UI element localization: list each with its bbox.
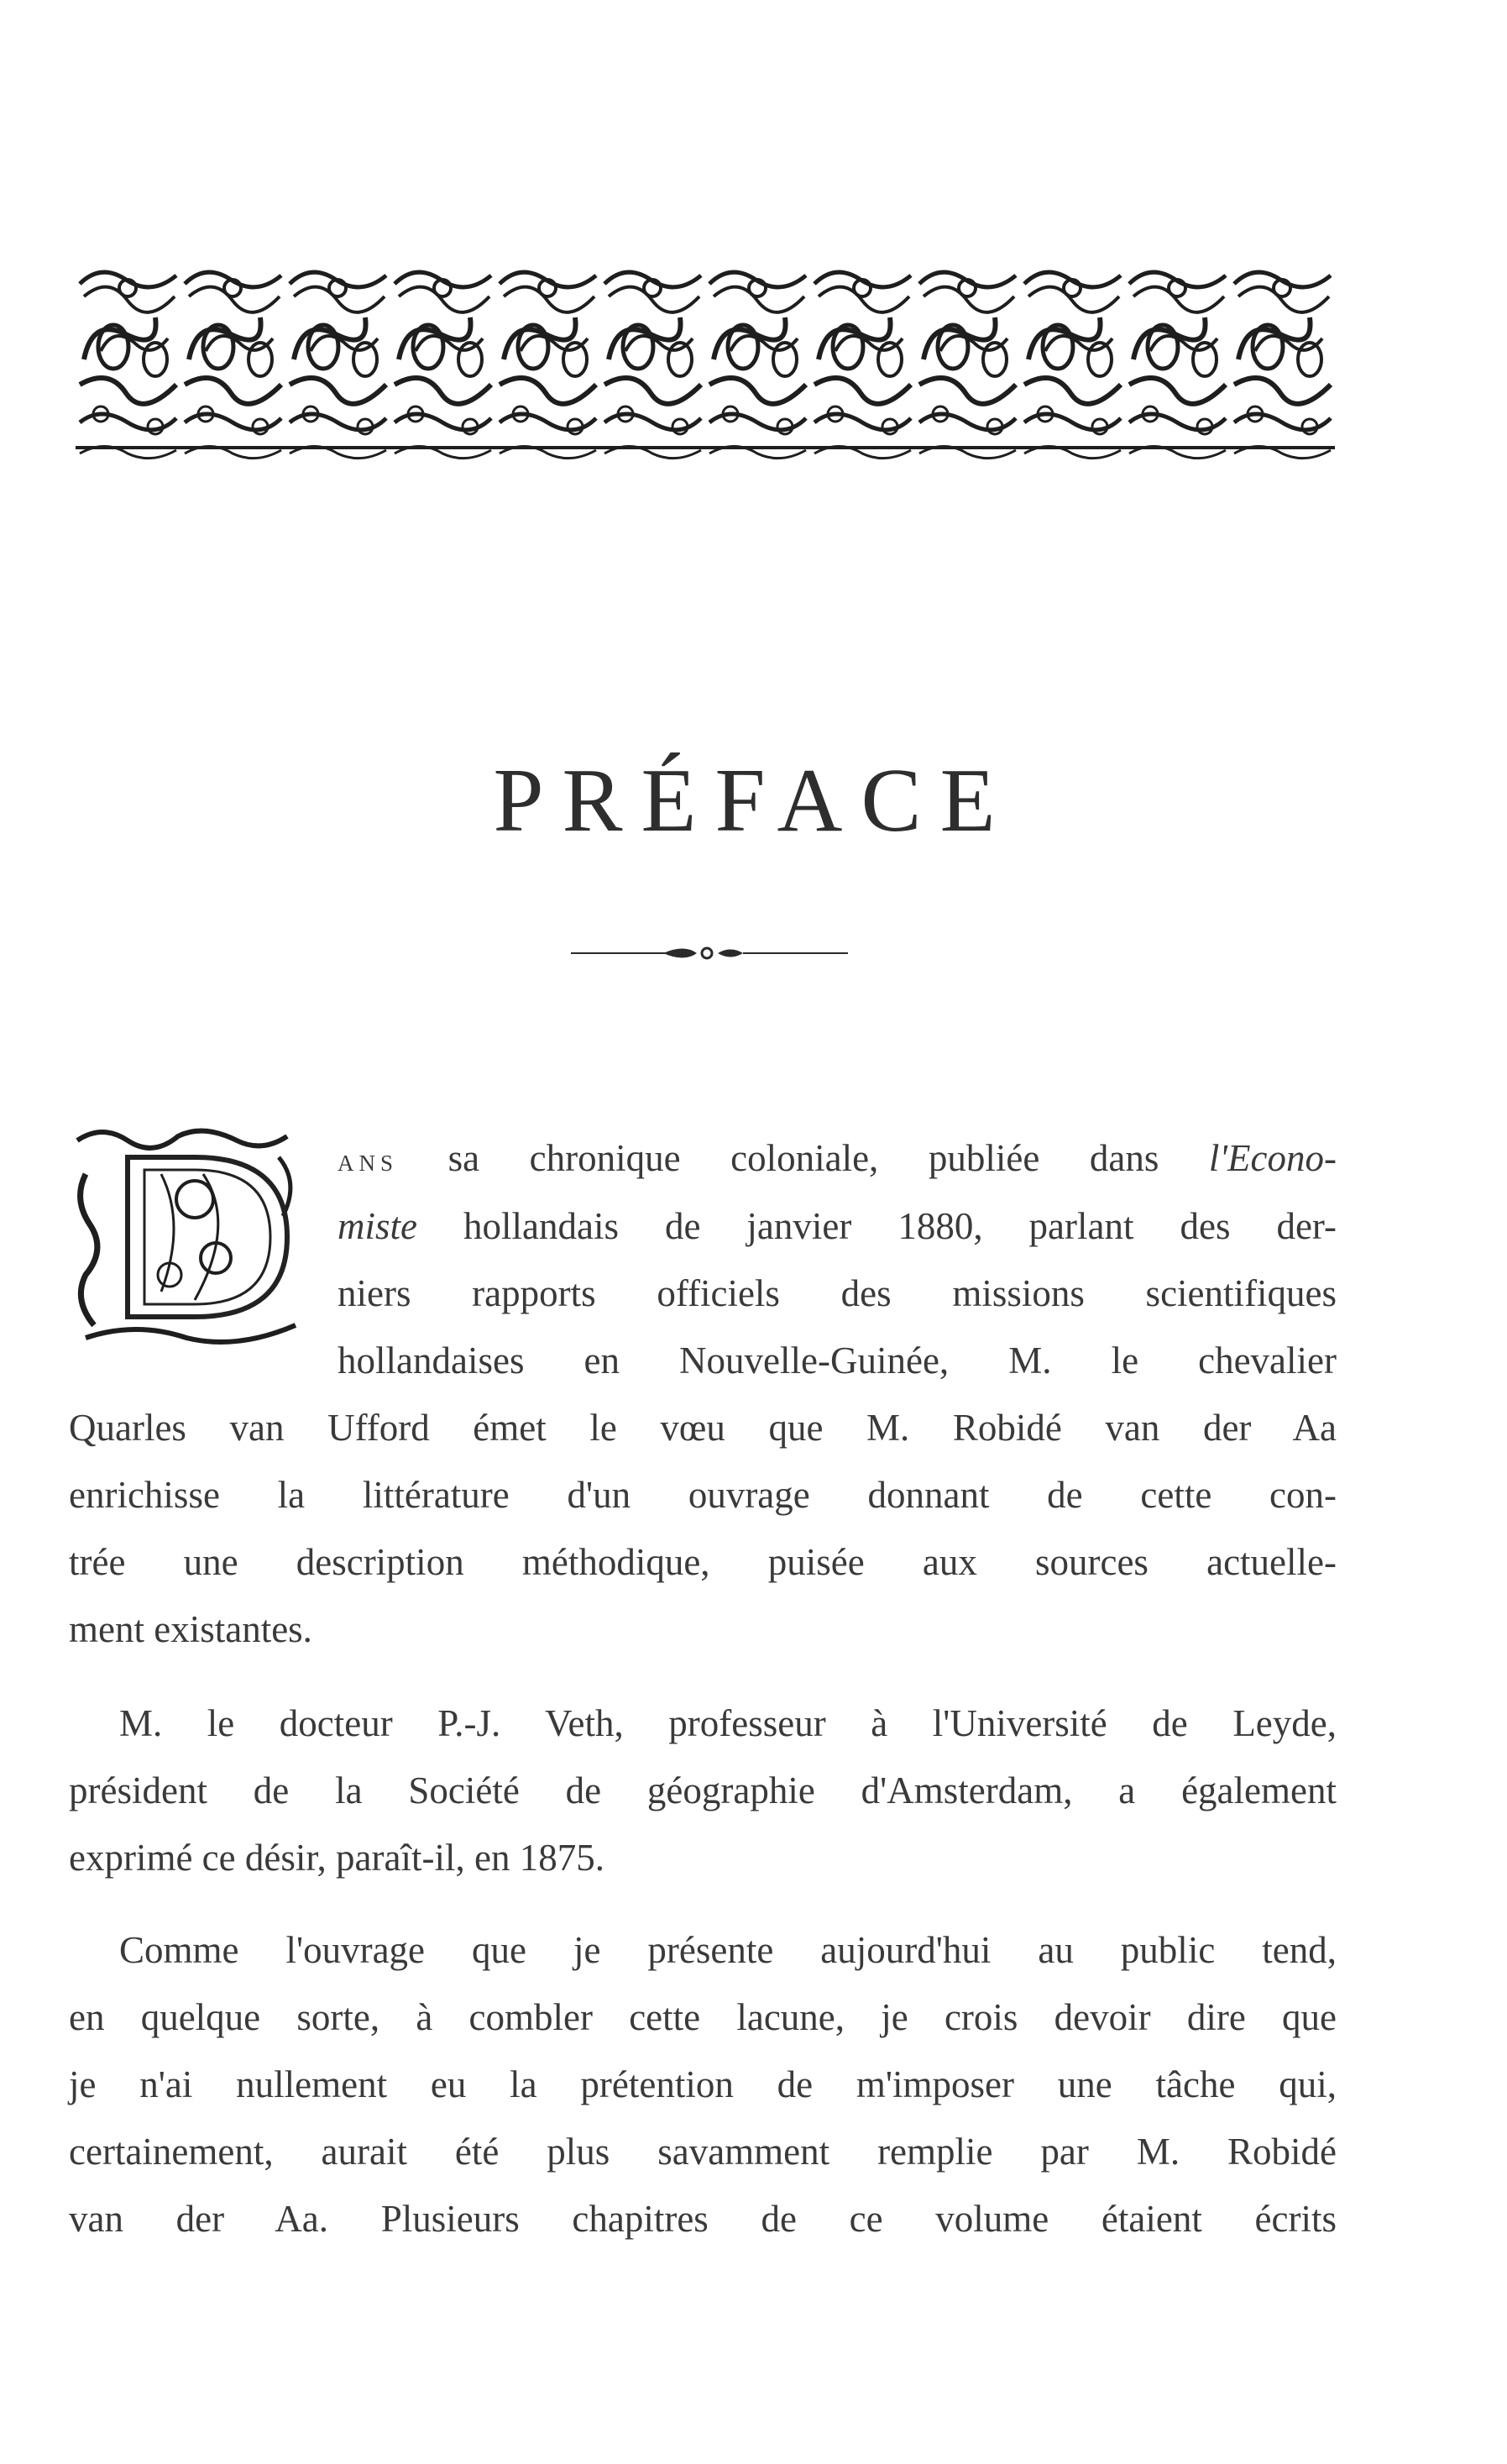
- paragraph-1-line-3: niers rapports officiels des missions scientifiques: [338, 1272, 1337, 1314]
- paragraph-3-line-2: en quelque sorte, à combler cette lacune, je crois devoir dire que: [69, 1996, 1337, 2038]
- paragraph-1-line-4: hollandaises en Nouvelle-Guinée, M. le chevalier: [338, 1339, 1337, 1381]
- lead-smallcaps: ans: [338, 1143, 399, 1178]
- title-divider-ornament: [563, 941, 856, 966]
- paragraph-2-line-1: M. le docteur P.-J. Veth, professeur à l'Université de Leyde,: [119, 1702, 1337, 1744]
- paragraph-1-line-5: Quarles van Ufford émet le vœu que M. Robidé van der Aa: [69, 1407, 1337, 1449]
- ornamental-headpiece: [76, 259, 1335, 460]
- page-title: PRÉFACE: [493, 751, 1014, 851]
- paragraph-3-line-1: Comme l'ouvrage que je présente aujourd'hui au public tend,: [119, 1929, 1337, 1971]
- text-span-italic: l'Econo-: [1208, 1137, 1337, 1179]
- paragraph-3-line-3: je n'ai nullement eu la prétention de m'imposer une tâche qui,: [69, 2063, 1337, 2105]
- paragraph-2-line-2: président de la Société de géographie d'Amsterdam, a également: [69, 1769, 1337, 1811]
- paragraph-1-line-6: enrichisse la littérature d'un ouvrage donnant de cette con-: [69, 1474, 1337, 1516]
- paragraph-1-line-7: trée une description méthodique, puisée aux sources actuelle-: [69, 1541, 1337, 1583]
- ornamental-drop-cap: [69, 1124, 312, 1349]
- paragraph-1-line-1: [338, 1137, 1337, 1179]
- paragraph-3-line-5: van der Aa. Plusieurs chapitres de ce volume étaient écrits: [69, 2198, 1337, 2240]
- paragraph-1-line-8: ment existantes.: [69, 1608, 312, 1650]
- drop-cap-letter: D: [182, 1165, 285, 1323]
- text-span-italic: miste: [338, 1205, 417, 1247]
- paragraph-2-line-3: exprimé ce désir, paraît-il, en 1875.: [69, 1837, 604, 1879]
- text-span: hollandais de janvier 1880, parlant des der-: [417, 1205, 1337, 1247]
- text-span: sa chronique coloniale, publiée dans: [398, 1137, 1209, 1179]
- paragraph-1-line-2: [338, 1205, 1337, 1247]
- paragraph-3-line-4: certainement, aurait été plus savamment remplie par M. Robidé: [69, 2131, 1337, 2173]
